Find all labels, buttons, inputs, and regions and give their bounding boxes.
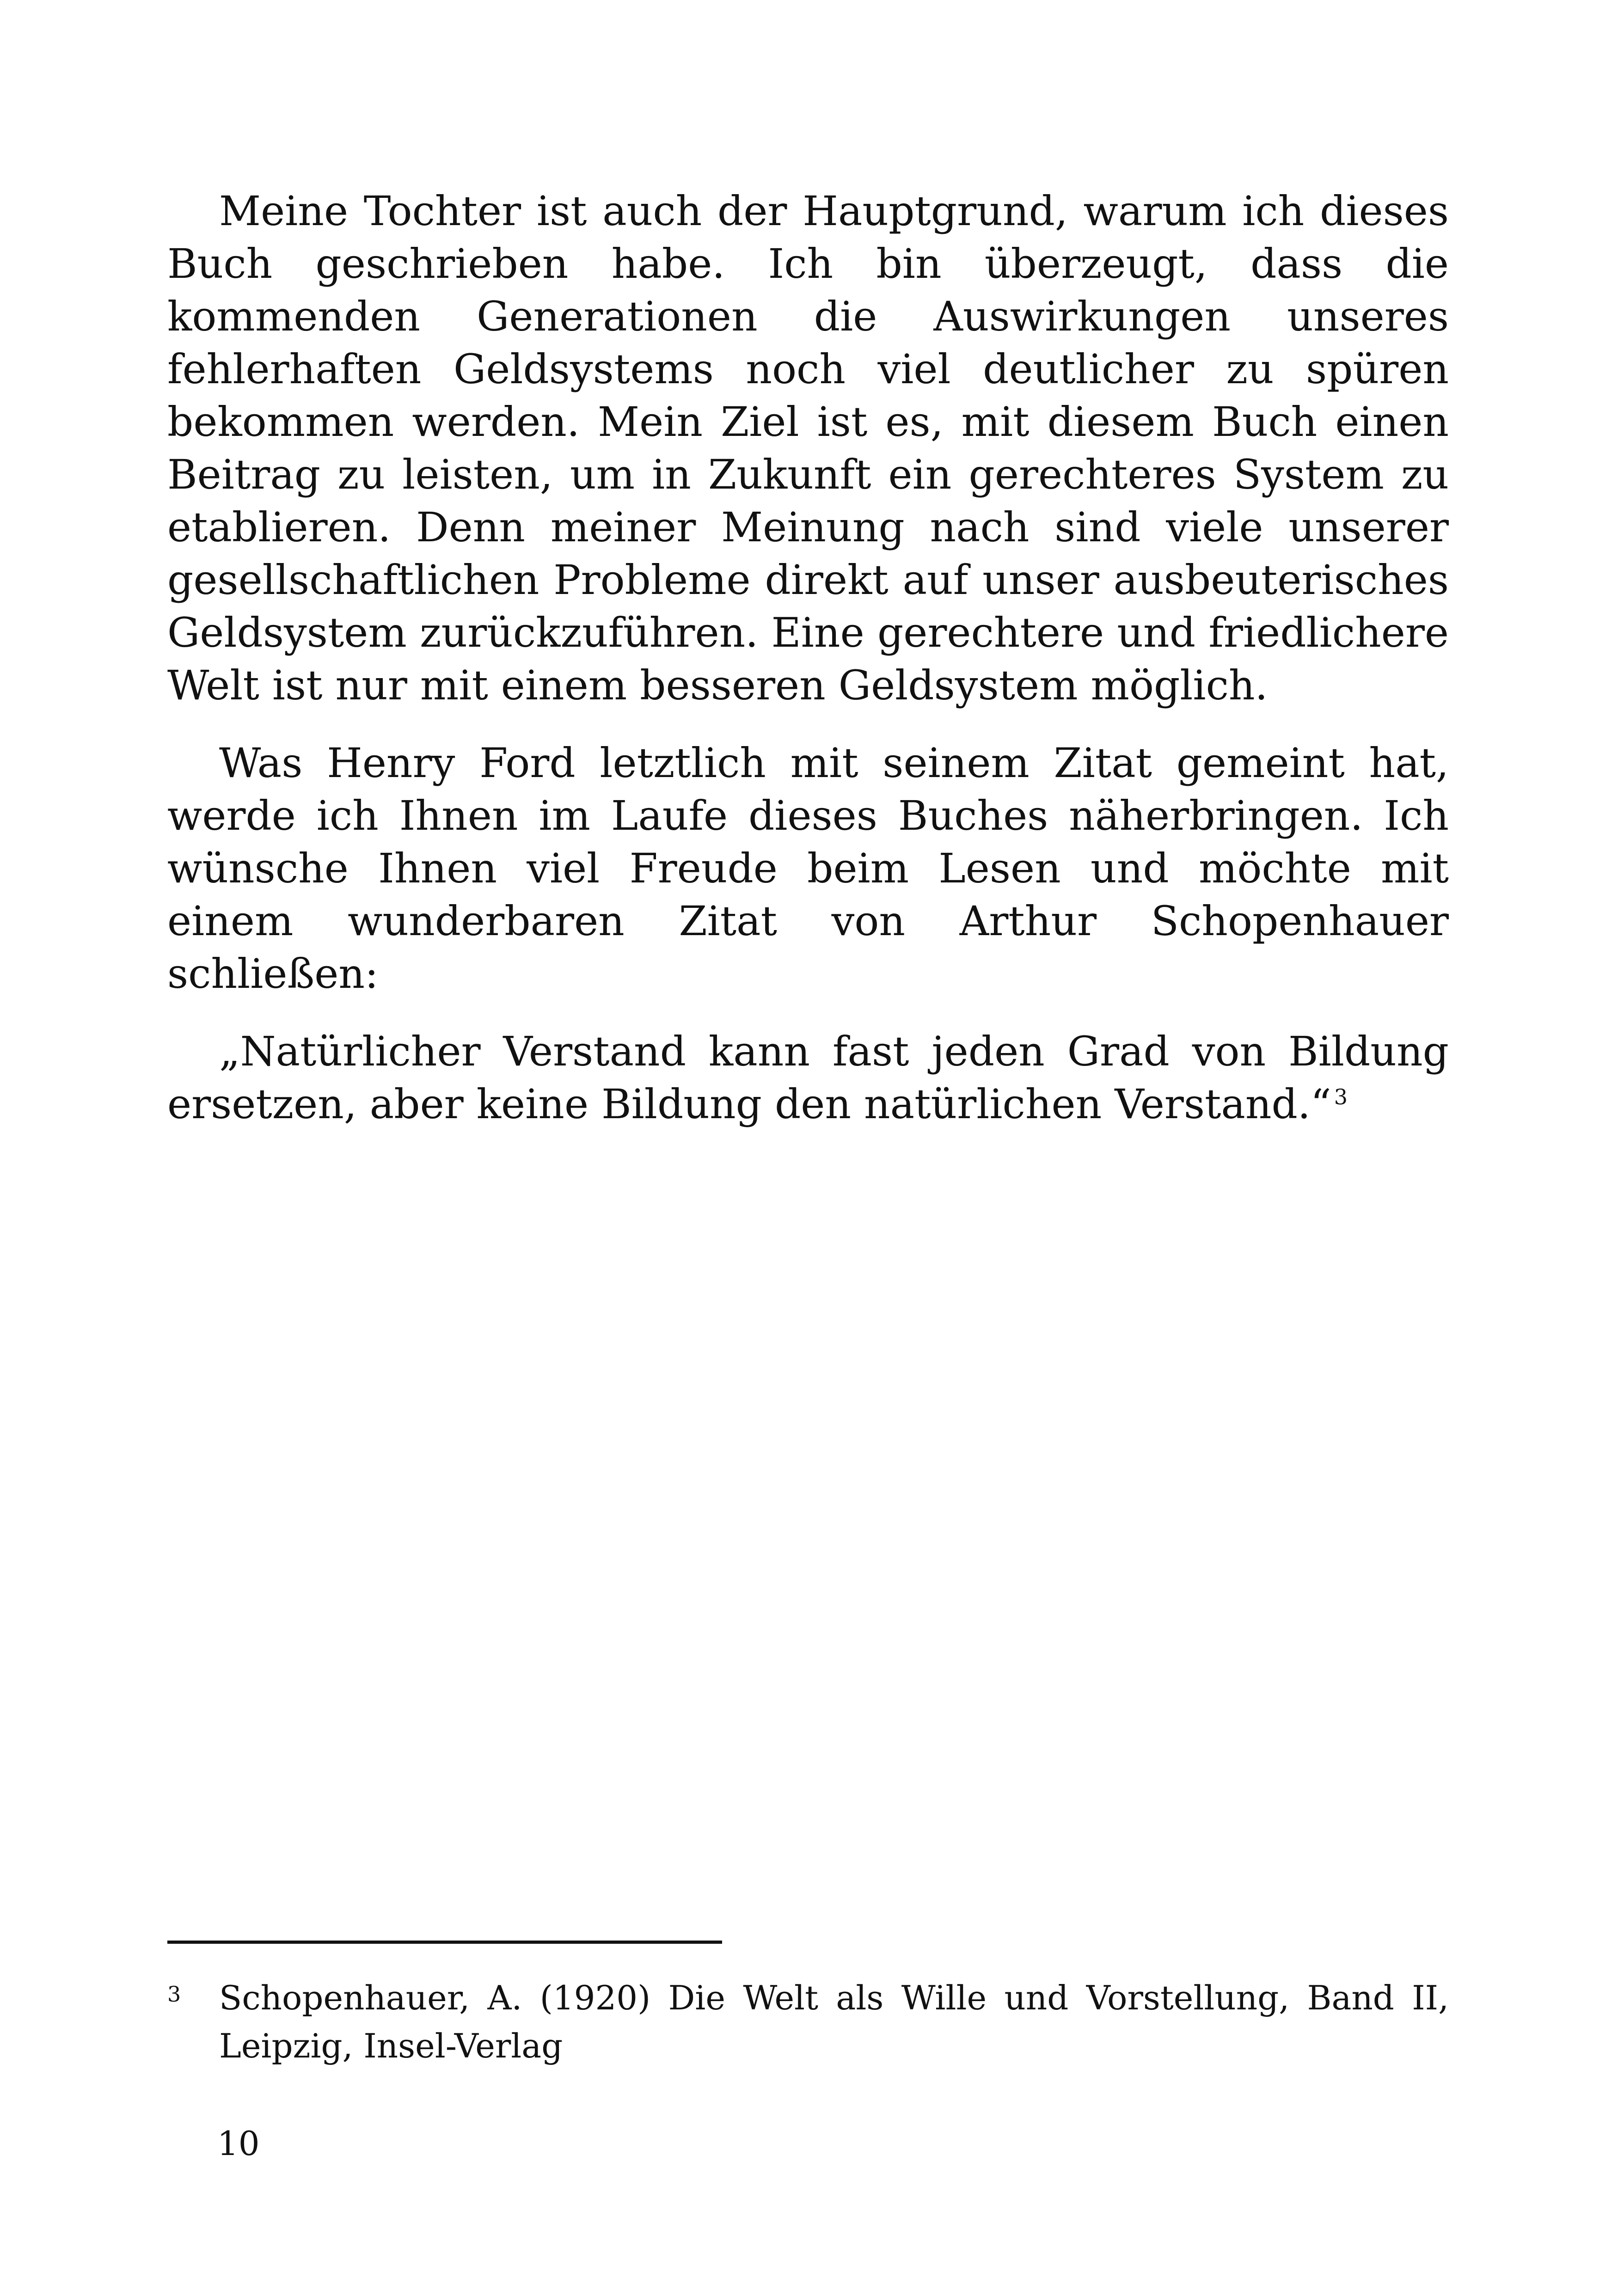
footnote-text: Schopenhauer, A. (1920) Die Welt als Wille und Vorstellung, Band II, Leipzig, Insel-Verlag	[219, 1978, 1449, 2065]
page-number: 10	[217, 2124, 260, 2163]
footnote-divider	[167, 1941, 722, 1944]
quote-text: „Natürlicher Verstand kann fast jeden Grad von Bildung ersetzen, aber keine Bildung den natürlichen Verstand.“	[167, 1028, 1449, 1128]
paragraph-2: Was Henry Ford letztlich mit seinem Zitat gemeint hat, werde ich Ihnen im Laufe dieses Buches näherbringen. Ich wünsche Ihnen viel Freude beim Lesen und möchte mit einem wunderbaren Zitat von Arthur Schopenhauer schließen:	[167, 739, 1449, 998]
paragraph-1: Meine Tochter ist auch der Hauptgrund, warum ich dieses Buch geschrieben habe. Ich bin überzeugt, dass die kommenden Generationen die Auswirkungen unseres fehlerhaften Geldsystems noch viel deutlicher zu spüren bekommen werden. Mein Ziel ist es, mit diesem Buch einen Beitrag zu leisten, um in Zukunft ein gerechteres System zu etablieren. Denn meiner Meinung nach sind viele unserer gesellschaftlichen Probleme direkt auf unser ausbeuterisches Geldsystem zurückzuführen. Eine gerechtere und friedlichere Welt ist nur mit einem besseren Geldsystem möglich.	[167, 187, 1449, 709]
footnote-number: 3	[167, 1982, 181, 2007]
main-text	[167, 185, 1449, 1156]
quote-paragraph	[167, 1025, 1449, 1131]
footnote	[167, 1974, 1449, 2070]
footnote-reference[interactable]: 3	[1334, 1084, 1348, 1109]
